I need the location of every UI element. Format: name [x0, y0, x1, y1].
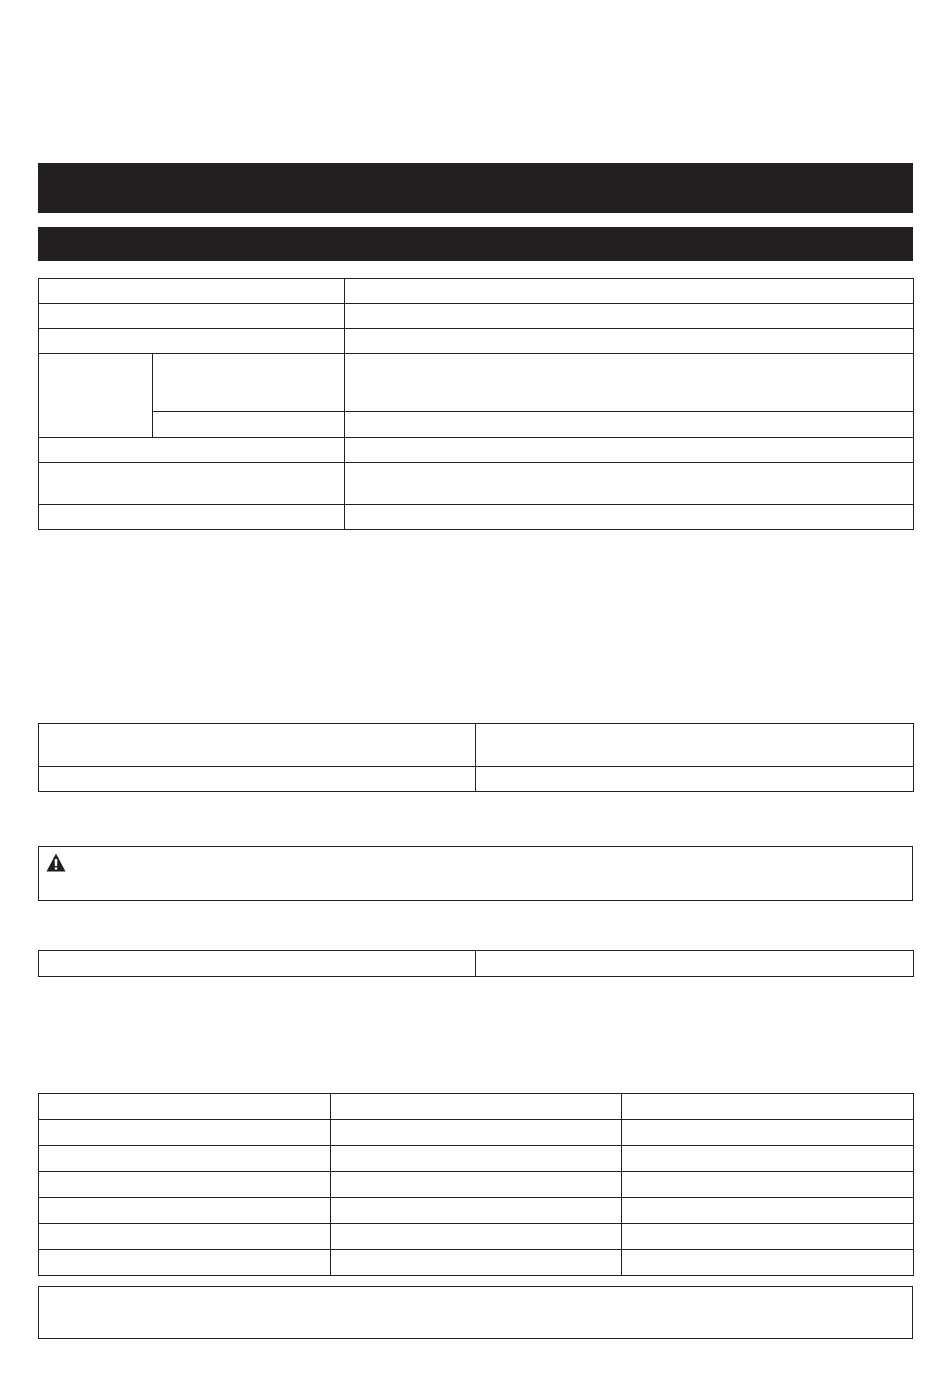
small-table	[38, 950, 914, 977]
spec-value	[345, 329, 914, 354]
table-cell	[331, 1094, 622, 1120]
table-cell	[476, 767, 914, 792]
table-cell	[476, 724, 914, 767]
warning-triangle-icon	[46, 853, 66, 872]
table-cell	[39, 724, 476, 767]
spec-label	[39, 304, 345, 329]
title-bar	[38, 163, 913, 213]
spec-label	[39, 279, 345, 304]
table-cell	[39, 767, 476, 792]
spec-value	[345, 463, 914, 505]
table-row	[39, 279, 914, 304]
spec-label	[39, 438, 345, 463]
table-cell	[476, 951, 914, 977]
table-row	[39, 724, 914, 767]
table-cell	[39, 1094, 331, 1120]
table-cell	[39, 1250, 331, 1276]
table-row	[39, 329, 914, 354]
table-cell	[39, 1120, 331, 1146]
table-row	[39, 1224, 914, 1250]
table-cell	[331, 1146, 622, 1172]
note-box	[38, 1286, 913, 1339]
table-cell	[622, 1172, 914, 1198]
spec-value	[345, 412, 914, 438]
section-header-bar	[38, 227, 913, 261]
table-cell	[331, 1120, 622, 1146]
spec-value	[345, 505, 914, 530]
table-cell	[622, 1224, 914, 1250]
table-cell	[39, 1224, 331, 1250]
spec-sublabel	[153, 354, 345, 412]
specifications-table	[38, 278, 914, 530]
spec-label	[39, 329, 345, 354]
table-row	[39, 951, 914, 977]
table-row	[39, 304, 914, 329]
table-row	[39, 463, 914, 505]
spec-value	[345, 279, 914, 304]
info-table	[38, 723, 914, 792]
spec-value	[345, 354, 914, 412]
spec-sublabel	[153, 412, 345, 438]
table-cell	[622, 1198, 914, 1224]
table-row	[39, 438, 914, 463]
spec-value	[345, 304, 914, 329]
table-cell	[39, 1172, 331, 1198]
table-row	[39, 1172, 914, 1198]
table-row	[39, 1120, 914, 1146]
table-cell	[622, 1146, 914, 1172]
table-cell	[39, 1198, 331, 1224]
table-cell	[39, 1146, 331, 1172]
warning-box	[38, 846, 913, 901]
table-cell	[331, 1172, 622, 1198]
table-cell	[331, 1198, 622, 1224]
table-row	[39, 354, 914, 412]
table-cell	[622, 1094, 914, 1120]
table-cell	[39, 951, 476, 977]
table-row	[39, 1146, 914, 1172]
table-row	[39, 1250, 914, 1276]
table-cell	[331, 1250, 622, 1276]
spec-label	[39, 505, 345, 530]
spec-group-label	[39, 354, 153, 438]
spec-label	[39, 463, 345, 505]
table-cell	[331, 1224, 622, 1250]
table-row	[39, 412, 914, 438]
table-row	[39, 767, 914, 792]
table-row	[39, 505, 914, 530]
table-row	[39, 1198, 914, 1224]
data-table	[38, 1093, 914, 1276]
spec-value	[345, 438, 914, 463]
table-row	[39, 1094, 914, 1120]
table-cell	[622, 1120, 914, 1146]
table-cell	[622, 1250, 914, 1276]
